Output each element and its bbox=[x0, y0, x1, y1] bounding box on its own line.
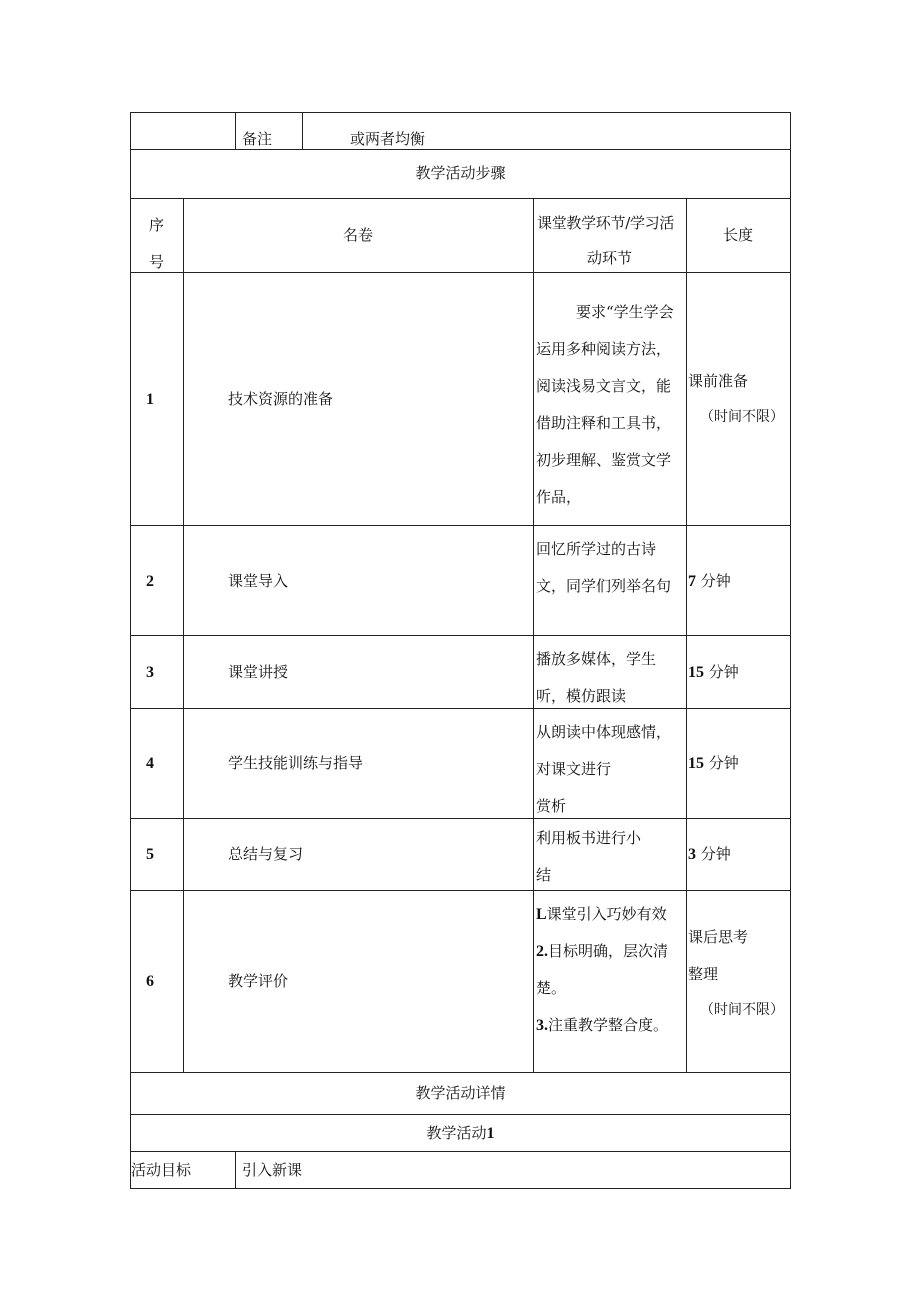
row5-duration-number: 3 bbox=[688, 846, 696, 863]
row1-activity-line: 借助注释和工具书， bbox=[536, 414, 672, 432]
row1-duration-note: （时间不限） bbox=[700, 409, 784, 425]
row6-item-text: 注重教学整合度。 bbox=[548, 1016, 669, 1034]
row4-activity-line: 对课文进行 bbox=[536, 760, 612, 778]
steps-section-title: 教学活动步骤 bbox=[415, 164, 506, 182]
row4-activity-line: 从朗读中体现感情， bbox=[536, 723, 672, 741]
header-activity-line2: 动环节 bbox=[586, 249, 632, 267]
row3-duration-number: 15 bbox=[688, 664, 704, 681]
row6-item-number: 2. bbox=[536, 943, 548, 960]
row2-duration-unit: 分钟 bbox=[700, 572, 731, 590]
activity-title-number: 1 bbox=[486, 1125, 495, 1142]
row1-activity-line: 要求“学生学会 bbox=[576, 303, 674, 321]
row6-duration-line2: 整理 bbox=[688, 965, 719, 983]
row5-number: 5 bbox=[146, 846, 154, 863]
row1-activity-line: 初步理解、鉴赏文学 bbox=[536, 451, 672, 469]
row6-activity-item bbox=[536, 970, 688, 1007]
header-seq-line2: 号 bbox=[148, 253, 164, 271]
remark-label: 备注 bbox=[242, 130, 273, 148]
row2-activity bbox=[536, 531, 688, 605]
row3-activity-line: 听，模仿跟读 bbox=[536, 687, 627, 705]
row1-activity-line: 阅读浅易文言文，能 bbox=[536, 377, 672, 395]
row6-activity-item bbox=[536, 896, 688, 933]
row6-item-text: 目标明确，层次清 bbox=[548, 942, 669, 960]
row6-duration-note: （时间不限） bbox=[700, 1002, 784, 1018]
row1-name: 技术资源的准备 bbox=[228, 390, 334, 408]
row4-duration-number: 15 bbox=[688, 755, 704, 772]
row1-duration: 课前准备 bbox=[688, 372, 749, 390]
header-activity-line1: 课堂教学环节/学习活 bbox=[537, 214, 675, 232]
row2-activity-line: 回忆所学过的古诗 bbox=[536, 540, 657, 558]
row6-number: 6 bbox=[146, 973, 154, 990]
row6-item-text: 楚。 bbox=[536, 979, 567, 997]
row6-activity-item bbox=[536, 1007, 688, 1044]
row5-duration-unit: 分钟 bbox=[700, 845, 731, 863]
row4-duration bbox=[688, 756, 739, 772]
row5-activity-line: 结 bbox=[536, 866, 552, 884]
row5-activity-line: 利用板书进行小 bbox=[536, 829, 642, 847]
row3-activity-line: 播放多媒体，学生 bbox=[536, 650, 657, 668]
row2-number: 2 bbox=[146, 573, 154, 590]
row4-activity-line: 赏析 bbox=[536, 797, 567, 815]
row1-activity-line: 作品， bbox=[536, 488, 582, 506]
header-duration: 长度 bbox=[722, 226, 753, 244]
row6-name: 教学评价 bbox=[228, 972, 289, 990]
row3-number: 3 bbox=[146, 664, 154, 681]
row3-activity bbox=[536, 641, 688, 715]
row5-name: 总结与复习 bbox=[228, 845, 304, 863]
row3-name: 课堂讲授 bbox=[228, 663, 289, 681]
row5-duration bbox=[688, 847, 731, 863]
row2-duration bbox=[688, 574, 731, 590]
activity-title-text: 教学活动 bbox=[426, 1124, 487, 1142]
row2-activity-line: 文，同学们列举名句 bbox=[536, 577, 672, 595]
row6-item-number: 3. bbox=[536, 1017, 548, 1034]
row4-activity bbox=[536, 714, 688, 825]
remark-value: 或两者均衡 bbox=[350, 130, 426, 148]
row2-name: 课堂导入 bbox=[228, 572, 289, 590]
row3-duration-unit: 分钟 bbox=[708, 663, 739, 681]
row6-activity bbox=[536, 896, 688, 1044]
details-section-title: 教学活动详情 bbox=[415, 1084, 506, 1102]
header-seq-line1: 序 bbox=[148, 216, 164, 234]
row6-item-number: L bbox=[536, 906, 547, 923]
row1-number: 1 bbox=[146, 391, 154, 408]
goal-value: 引入新课 bbox=[242, 1161, 303, 1179]
goal-label: 活动目标 bbox=[131, 1161, 192, 1179]
activity-title bbox=[130, 1126, 791, 1142]
row6-activity-item bbox=[536, 933, 688, 970]
row4-duration-unit: 分钟 bbox=[708, 754, 739, 772]
row3-duration bbox=[688, 665, 739, 681]
row4-name: 学生技能训练与指导 bbox=[228, 754, 364, 772]
row6-duration-line1: 课后思考 bbox=[688, 928, 749, 946]
row2-duration-number: 7 bbox=[688, 573, 696, 590]
row5-activity bbox=[536, 820, 688, 894]
row1-activity-line: 运用多种阅读方法， bbox=[536, 340, 672, 358]
row4-number: 4 bbox=[146, 755, 154, 772]
row1-activity bbox=[536, 294, 688, 516]
header-name: 名卷 bbox=[342, 226, 373, 244]
row6-item-text: 课堂引入巧妙有效 bbox=[546, 905, 667, 923]
